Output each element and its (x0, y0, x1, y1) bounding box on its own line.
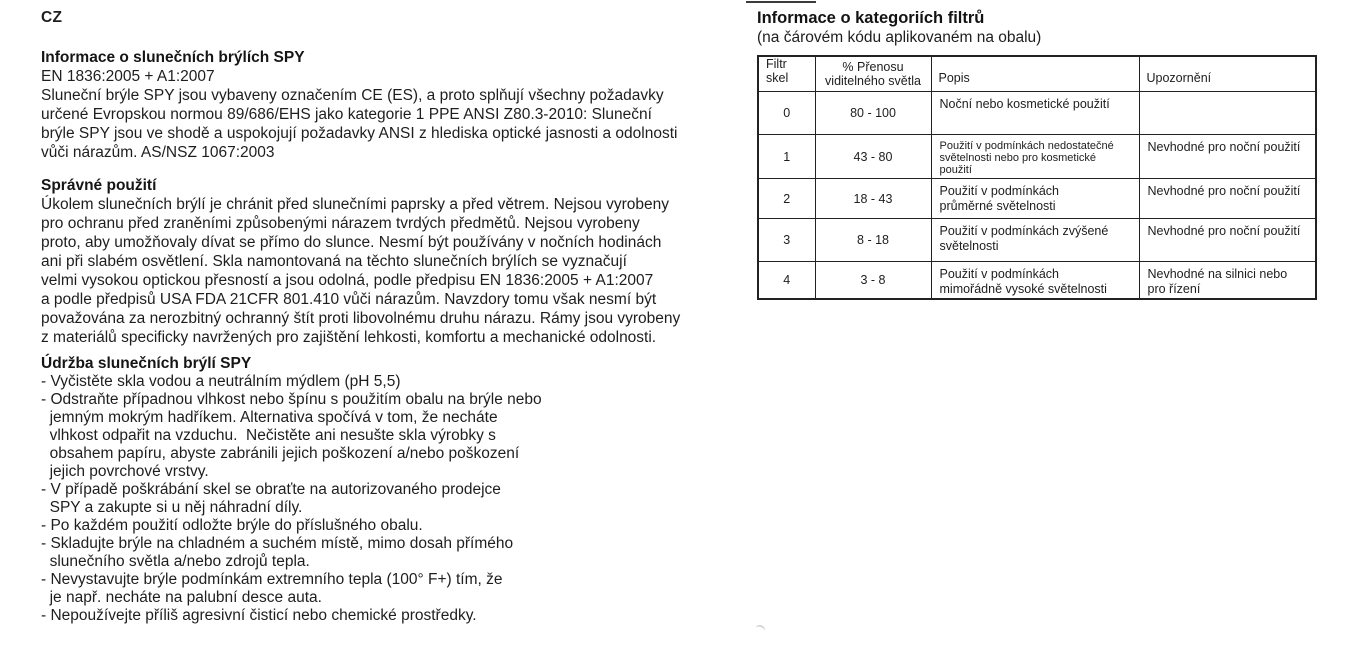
table-row (758, 92, 1316, 135)
transmission-value: 80 - 100 (815, 92, 931, 135)
list-item-line: je např. necháte na palubní desce auta. (41, 589, 322, 606)
language-code: CZ (41, 9, 63, 26)
filter-value: 3 (758, 219, 815, 262)
cell-line: Použití v podmínkách nedostatečné (939, 140, 1114, 152)
text-line: Sluneční brýle SPY jsou vybaveny označením CE (ES), a proto splňují všechny požadavky (41, 87, 664, 104)
cell-line: Použití v podmínkách (939, 184, 1060, 198)
cell-line: průměrné světelnosti (939, 198, 1056, 213)
cell-line: Nevhodné na silnici nebo (1147, 267, 1288, 281)
list-item-line: - Nevystavujte brýle podmínkám extremního tepla (100° F+) tím, že (41, 571, 503, 588)
description-cell (931, 92, 1139, 135)
text-line: určené Evropskou normou 89/686/EHS jako kategorie 1 PPE ANSI Z80.3-2010: Sluneční (41, 106, 652, 123)
text-line: proto, aby umožňovaly dívat se přímo do slunce. Nesmí být používány v nočních hodinách (41, 234, 662, 251)
description-cell (931, 135, 1139, 179)
right-column (757, 8, 1317, 300)
list-item-line: SPY a zakupte si u něj náhradní díly. (41, 499, 303, 516)
description-cell (931, 219, 1139, 262)
transmission-value: 43 - 80 (815, 135, 931, 179)
list-item-line: - Vyčistěte skla vodou a neutrálním mýdlem (pH 5,5) (41, 373, 401, 390)
transmission-value: 18 - 43 (815, 179, 931, 219)
text-line: z materiálů specificky navržených pro zajištění lehkosti, komfortu a mechanické odolnosti. (41, 329, 657, 346)
list-item-line: - V případě poškrábání skel se obraťte na autorizovaného prodejce (41, 481, 501, 498)
section-heading: Správné použití (41, 177, 157, 194)
list-item-line: jemným mokrým hadříkem. Alternativa spočívá v tom, že necháte (41, 409, 498, 426)
cell-line: Použití v podmínkách (939, 267, 1060, 281)
filter-value: 0 (758, 92, 815, 135)
section-heading: Informace o slunečních brýlích SPY (41, 49, 305, 66)
cell-line: Nevhodné pro noční použití (1147, 184, 1301, 198)
list-item-line: - Po každém použití odložte brýle do příslušného obalu. (41, 517, 423, 534)
description-cell (931, 179, 1139, 219)
text-line: velmi vysokou optickou přesností a jsou odolná, podle předpisu EN 1836:2005 + A1:2007 (41, 272, 654, 289)
text-line: brýle SPY jsou ve shodě a uspokojují požadavky ANSI z hlediska optické jasnosti a odolnosti (41, 125, 678, 142)
section-heading: Údržba slunečních brýlí SPY (41, 355, 252, 372)
filter-value: 4 (758, 262, 815, 300)
transmission-value: 8 - 18 (815, 219, 931, 262)
transmission-value: 3 - 8 (815, 262, 931, 300)
warning-cell (1139, 262, 1316, 300)
filter-value: 2 (758, 179, 815, 219)
cell-line: mimořádně vysoké světelnosti (939, 281, 1107, 296)
cell-line: Nevhodné pro noční použití (1147, 224, 1301, 238)
table-row (758, 179, 1316, 219)
filter-categories-heading: Informace o kategoriích filtrů (757, 9, 985, 27)
list-item-line: vlhkost odpařit na vzduchu. Nečistěte ani nesušte skla výrobky s (41, 427, 496, 444)
warning-cell (1139, 219, 1316, 262)
list-item-line: - Skladujte brýle na chladném a suchém místě, mimo dosah přímého (41, 535, 514, 552)
text-line: a podle předpisů USA FDA 21CFR 801.410 vůči nárazům. Navzdory tomu však nesmí být (41, 291, 657, 308)
cell-line: pro řízení (1147, 281, 1201, 296)
cell-line: Nevhodné pro noční použití (1147, 140, 1301, 154)
list-item-line: slunečního světla a/nebo zdrojů tepla. (41, 553, 310, 570)
list-item-line: - Odstraňte případnou vlhkost nebo špínu s použitím obalu na brýle nebo (41, 391, 542, 408)
section-maintenance (41, 354, 741, 625)
table-header-row (758, 56, 1316, 92)
filter-categories-subheading: (na čárovém kódu aplikovaném na obalu) (757, 29, 1042, 46)
table-row (758, 219, 1316, 262)
column-header-description: Popis (931, 56, 1139, 92)
scan-artifact-line (746, 1, 816, 3)
text-line: považována za nerozbitný ochranný štít proti libovolnému druhu nárazu. Rámy jsou vyrobeny (41, 310, 681, 327)
cell-line: světelnosti (939, 238, 999, 253)
table-row (758, 135, 1316, 179)
warning-cell (1139, 135, 1316, 179)
description-cell (931, 262, 1139, 300)
section-proper-use (41, 176, 741, 347)
warning-cell (1139, 179, 1316, 219)
column-header-filter: Filtr skel (758, 56, 815, 92)
scan-artifact-mark (754, 624, 766, 636)
filter-categories-table (757, 55, 1317, 300)
left-column (41, 8, 741, 625)
text-line: ani při slabém osvětlení. Skla namontovaná na těchto slunečních brýlích se vyznačují (41, 253, 627, 270)
text-line: EN 1836:2005 + A1:2007 (41, 68, 215, 85)
list-item-line: - Nepoužívejte příliš agresivní čisticí nebo chemické prostředky. (41, 607, 477, 624)
text-line: Úkolem slunečních brýlí je chránit před slunečními paprsky a před větrem. Nejsou vyrobeny (41, 196, 670, 213)
header-line: % Přenosu (842, 60, 904, 74)
table-row (758, 262, 1316, 300)
cell-line: Použití v podmínkách zvýšené (939, 224, 1109, 238)
column-header-warning: Upozornění (1139, 56, 1316, 92)
cell-line: světelnosti nebo pro kosmetické (939, 152, 1097, 164)
text-line: pro ochranu před zraněními způsobenými nárazem tvrdých předmětů. Nejsou vyrobeny (41, 215, 640, 232)
section-sunglasses-info (41, 48, 741, 162)
text-line: vůči nárazům. AS/NSZ 1067:2003 (41, 144, 275, 161)
filter-value: 1 (758, 135, 815, 179)
list-item-line: obsahem papíru, abyste zabránili jejich poškození a/nebo poškození (41, 445, 520, 462)
column-header-transmission (815, 56, 931, 92)
list-item-line: jejich povrchové vrstvy. (41, 463, 209, 480)
cell-line: Noční nebo kosmetické použití (939, 97, 1110, 111)
header-line: viditelného světla (825, 74, 921, 88)
warning-cell-empty (1139, 92, 1316, 135)
cell-line: použití (939, 164, 972, 176)
